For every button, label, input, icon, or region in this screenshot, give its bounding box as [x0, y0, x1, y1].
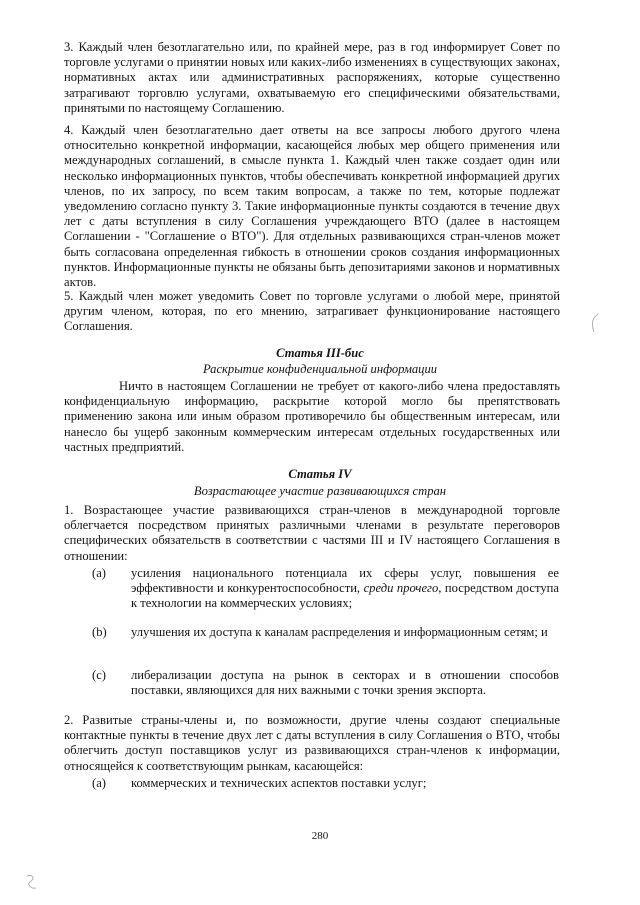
- paragraph-3: 3. Каждый член безотлагательно или, по крайней мере, раз в год информирует Совет по торговле услугами о принятии новых или каких-либо изменениях в существующих законах, нормативных актах или административных распоряжениях, которые существенно затрагивают торговлю услугами, охватываемую его специфическими обязательствами, принятыми по настоящему Соглашению.: [64, 40, 560, 115]
- list-item-label-c: (c): [92, 668, 106, 682]
- list-item-text-a-emphasis: среди прочего: [363, 581, 439, 596]
- list-item-text-a: [131, 566, 559, 612]
- p2-item-text-a: коммерческих и технических аспектов поставки услуг;: [131, 776, 427, 790]
- list-item-text-a-part2: , посредством доступа к технологии на коммерческих условиях;: [131, 581, 559, 611]
- paragraph-5: 5. Каждый член может уведомить Совет по торговле услугами о любой мере, принятой другим членом, которая, по его мнению, затрагивает функционирование настоящего Соглашения.: [64, 289, 560, 334]
- article-4-subtitle: Возрастающее участие развивающихся стран: [193, 484, 447, 498]
- list-item-text-a-part1: усиления национального потенциала их сферы услуг, повышения ее эффективности и конкурентоспособности,: [131, 566, 559, 596]
- article-3bis-text: Ничто в настоящем Соглашении не требует от какого-либо члена предоставлять конфиденциальную информацию, раскрытие которой могло бы препятствовать применению закона или иным образом противоречило бы общественным интересам, или нанесло бы ущерб законным коммерческим интересам отдельных государственных или частных предприятий.: [64, 379, 560, 454]
- article-4-title: Статья IV: [288, 467, 352, 481]
- list-item-text-b: улучшения их доступа к каналам распределения и информационным сетям; и: [131, 625, 548, 639]
- p2-item-label-a: (a): [92, 776, 106, 790]
- scan-mark-right: [588, 312, 602, 336]
- list-item-text-c: либерализации доступа на рынок в секторах и в отношении способов поставки, являющихся для них важными с точки зрения экспорта.: [131, 668, 559, 698]
- article-3bis-subtitle: Раскрытие конфиденциальной информации: [202, 362, 438, 376]
- list-item-label-a: (a): [92, 566, 106, 580]
- scan-mark-bottom-left: [24, 872, 40, 892]
- list-item-label-b: (b): [92, 625, 107, 639]
- article-4-paragraph-1: 1. Возрастающее участие развивающихся стран-членов в международной торговле облегчается посредством принятых различными членами в результате переговоров специфических обязательств в соответствии с частями III и IV настоящего Соглашения в отношении:: [64, 503, 560, 563]
- page-number: 280: [311, 830, 329, 842]
- paragraph-4: 4. Каждый член безотлагательно дает ответы на все запросы любого другого члена относительно конкретной информации, касающейся любых мер общего применения или международных соглашений, в смысле пункта 1. Каждый член также создает один или несколько информационных пунктов, чтобы обеспечивать конкретной информацией других членов, по их запросу, по всем таким вопросам, а также по тем, которые подлежат уведомлению согласно пункту 3. Такие информационные пункты создаются в течение двух лет с даты вступления в силу Соглашения учреждающего ВТО (далее в настоящем Соглашении - "Соглашение о ВТО"). Для отдельных развивающихся стран-членов может быть согласована определенная гибкость в отношении сроков создания информационных пунктов. Информационные пункты не обязаны быть депозитариями законов и нормативных актов.: [64, 123, 560, 290]
- article-3bis-title: Статья III-бис: [276, 346, 364, 360]
- article-4-paragraph-2: 2. Развитые страны-члены и, по возможности, другие члены создают специальные контактные пункты в течение двух лет с даты вступления в силу Соглашения о ВТО, чтобы облегчить доступ поставщиков услуг из развивающихся стран-членов к информации, относящейся к соответствующим рынкам, касающейся:: [64, 713, 560, 773]
